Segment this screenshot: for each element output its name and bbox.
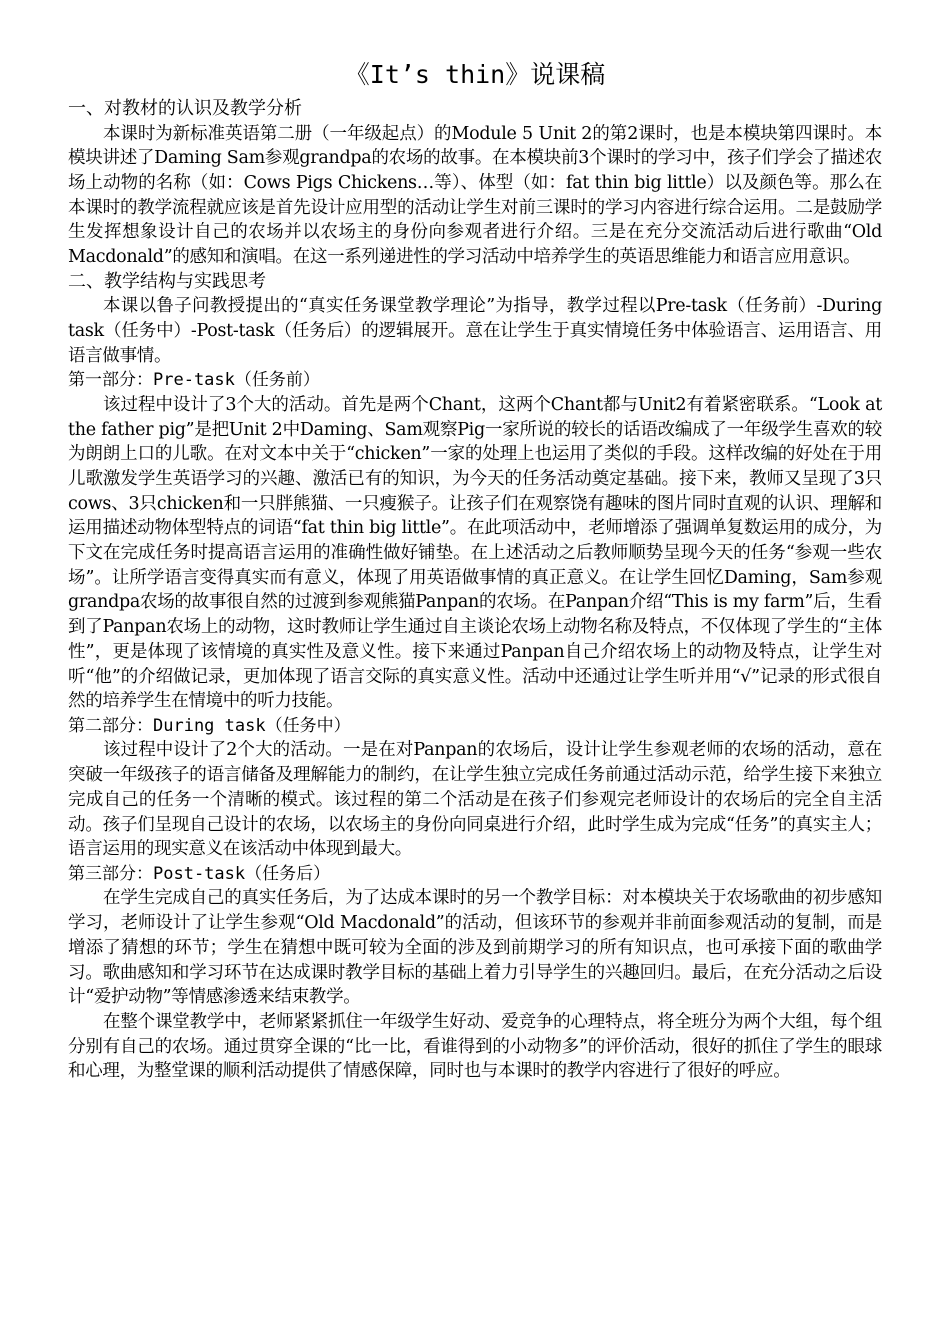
part-3-paragraph-2: 在整个课堂教学中，老师紧紧抓住一年级学生好动、爱竞争的心理特点，将全班分为两个大组，每个组分别有自己的农场。通过贯穿全课的“比一比，看谁得到的小动物多”的评价活动，很好的抓住了学生的眼球和心理，为整堂课的顺利活动提供了情感保障，同时也与本课时的教学内容进行了很好的呼应。 xyxy=(68,1012,882,1082)
section-heading-1: 一、对教材的认识及教学分析 xyxy=(68,98,302,119)
part-2-paragraph: 该过程中设计了2个大的活动。一是在对Panpan的农场后，设计让学生参观老师的农场的活动，意在突破一年级孩子的语言储备及理解能力的制约，在让学生独立完成任务前通过活动示范，给学生接下来独立完成自己的任务一个清晰的模式。该过程的第二个活动是在孩子们参观完老师设计的农场后的完全自主活动。孩子们呈现自己设计的农场，以农场主的身份向同桌进行介绍，此时学生成为完成“任务”的真实主人；语言运用的现实意义在该活动中体现到最大。 xyxy=(68,740,882,860)
section-1-paragraph: 本课时为新标准英语第二册（一年级起点）的Module 5 Unit 2的第2课时，也是本模块第四课时。本模块讲述了Daming Sam参观grandpa的农场的故事。在本模块前3个课时的学习中，孩子们学会了描述农场上动物的名称（如：Cows Pigs Chickens…等）、体型（如：fat thin big little）以及颜色等。那么在本课时的教学流程就应该是首先设计应用型的活动让学生对前三课时的学习内容进行综合运用。二是鼓励学生发挥想象设计自己的农场并以农场主的身份向参观者进行介绍。三是在充分交流活动后进行歌曲“Old Macdonald”的感知和演唱。在这一系列递进性的学习活动中培养学生的英语思维能力和语言应用意识。 xyxy=(68,123,882,268)
part-1-paragraph: 该过程中设计了3个大的活动。首先是两个Chant，这两个Chant都与Unit2有着紧密联系。“Look at the father pig”是把Unit 2中Daming、Sam观察Pig一家所说的较长的话语改编成了一年级学生喜欢的较为朗朗上口的儿歌。在对文本中关于“chicken”一家的处理上也运用了类似的手段。这样改编的好处在于用儿歌激发学生英语学习的兴趣、激活已有的知识，为今天的任务活动奠定基础。接下来，教师又呈现了3只cows、3只chicken和一只胖熊猫、一只瘦猴子。让孩子们在观察饶有趣味的图片同时直观的认识、理解和运用描述动物体型特点的词语“fat thin big little”。在此项活动中，老师增添了强调单复数运用的成分，为下文在完成任务时提高语言运用的准确性做好铺垫。在上述活动之后教师顺势呈现今天的任务“参观一些农场”。让所学语言变得真实而有意义，体现了用英语做事情的真正意义。在让学生回忆Daming，Sam参观grandpa农场的故事很自然的过渡到参观熊猫Panpan的农场。在Panpan介绍“This is my farm”后，生看到了Panpan农场上的动物，这时教师让学生通过自主谈论农场上动物名称及特点，不仅体现了学生的“主体性”，更是体现了该情境的真实性及意义性。接下来通过Panpan自己介绍农场上的动物及特点，让学生对听“他”的介绍做记录，更加体现了语言交际的真实意义性。活动中还通过让学生听并用“√”记录的形式很自然的培养学生在情境中的听力技能。 xyxy=(68,394,882,712)
part-3-heading: 第三部分：Post-task（任务后） xyxy=(68,863,331,884)
document-title: 《It’s thin》说课稿 xyxy=(344,60,606,89)
part-2-heading: 第二部分：During task（任务中） xyxy=(68,715,351,736)
section-heading-2: 二、教学结构与实践思考 xyxy=(68,270,266,292)
section-2-paragraph: 本课以鲁子问教授提出的“真实任务课堂教学理论”为指导，教学过程以Pre-task（任务前）-During task（任务中）-Post-task（任务后）的逻辑展开。意在让学生于真实情境任务中体验语言、运用语言、用语言做事情。 xyxy=(68,296,882,366)
part-1-heading: 第一部分：Pre-task（任务前） xyxy=(68,370,320,391)
part-3-paragraph-1: 在学生完成自己的真实任务后，为了达成本课时的另一个教学目标：对本模块关于农场歌曲的初步感知学习，老师设计了让学生参观“Old Macdonald”的活动，但该环节的参观并非前面参观活动的复制，而是增添了猜想的环节；学生在猜想中既可较为全面的涉及到前期学习的所有知识点，也可承接下面的歌曲学习。歌曲感知和学习环节在达成课时教学目标的基础上着力引导学生的兴趣回归。最后，在充分活动之后设计“爱护动物”等情感渗透来结束教学。 xyxy=(68,888,882,1008)
